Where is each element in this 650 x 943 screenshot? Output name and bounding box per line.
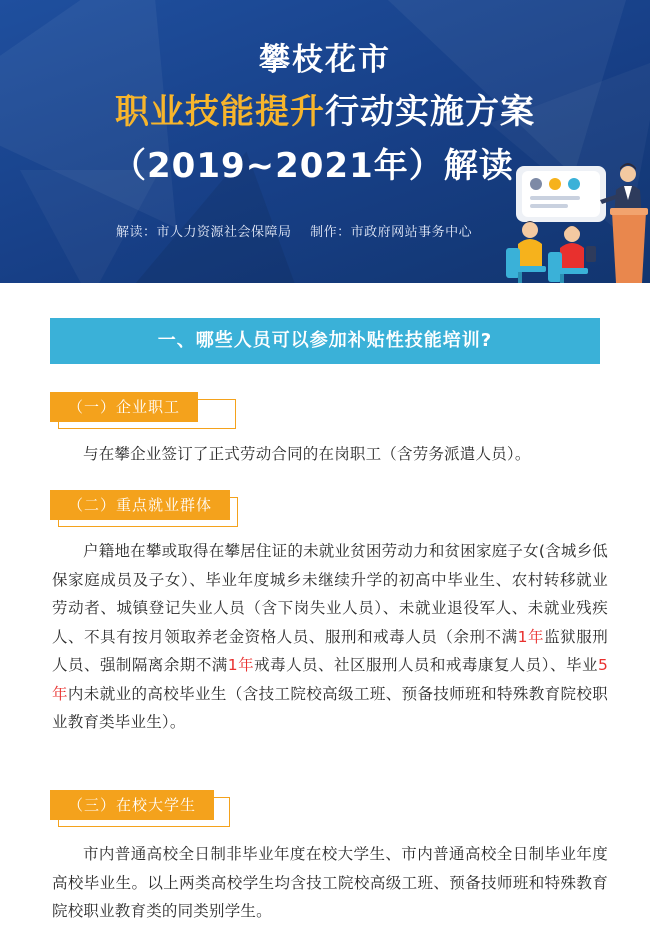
text-segment: 戒毒人员、社区服刑人员和戒毒康复人员）、毕业 — [254, 656, 598, 674]
credit-interpret: 解读：市人力资源社会保障局 — [116, 225, 292, 240]
tag-enterprise-staff — [50, 392, 228, 422]
header-banner — [0, 0, 650, 283]
emphasis-number: 1年 — [517, 627, 545, 646]
paragraph-key-groups — [52, 537, 608, 737]
tag-key-groups — [50, 490, 230, 520]
emphasis-number: 5年 — [52, 656, 609, 703]
tag-label: （二）重点就业群体 — [50, 490, 230, 520]
paragraph-college-students: 市内普通高校全日制非毕业年度在校大学生、市内普通高校全日制毕业年度高校毕业生。以上两类高校学生均含技工院校高级工班、预备技师班和特殊教育院校职业教育类的同类别学生。 — [52, 845, 608, 920]
section-heading: 一、哪些人员可以参加补贴性技能培训? — [50, 318, 600, 364]
paragraph-enterprise-staff: 与在攀企业签订了正式劳动合同的在岗职工（含劳务派遣人员）。 — [83, 445, 531, 463]
text-segment: 监狱服刑人员、强制隔离余期不满 — [52, 627, 608, 674]
classroom-illustration-icon — [500, 160, 650, 283]
tag-label: （三）在校大学生 — [50, 790, 214, 820]
text-segment: 户籍地在攀或取得在攀居住证的未就业贫困劳动力和贫困家庭子女(含城乡低保家庭成员及子女）、毕业年度城乡未继续升学的初高中毕业生、农村转移就业劳动者、城镇登记失业人员（含下岗失业人员）、未就业退役军人、未就业残疾人、不具有按月领取养老金资格人员、服刑和戒毒人员（余刑不满 — [52, 542, 608, 646]
credit-line — [116, 221, 486, 240]
title-highlight: 职业技能提升 — [115, 92, 325, 132]
title-main — [0, 84, 650, 133]
credit-made: 制作：市政府网站事务中心 — [310, 225, 473, 240]
text-segment: 内未就业的高校毕业生（含技工院校高级工班、预备技师班和特殊教育院校职业教育类毕业生）。 — [52, 684, 609, 731]
emphasis-number: 1年 — [227, 656, 255, 674]
title-years: （2019~2021年）解读 — [112, 146, 514, 186]
tag-label: （一）企业职工 — [50, 392, 198, 422]
title-rest: 行动实施方案 — [325, 92, 535, 132]
tag-college-students — [50, 790, 222, 820]
title-city: 攀枝花市 — [259, 42, 391, 78]
